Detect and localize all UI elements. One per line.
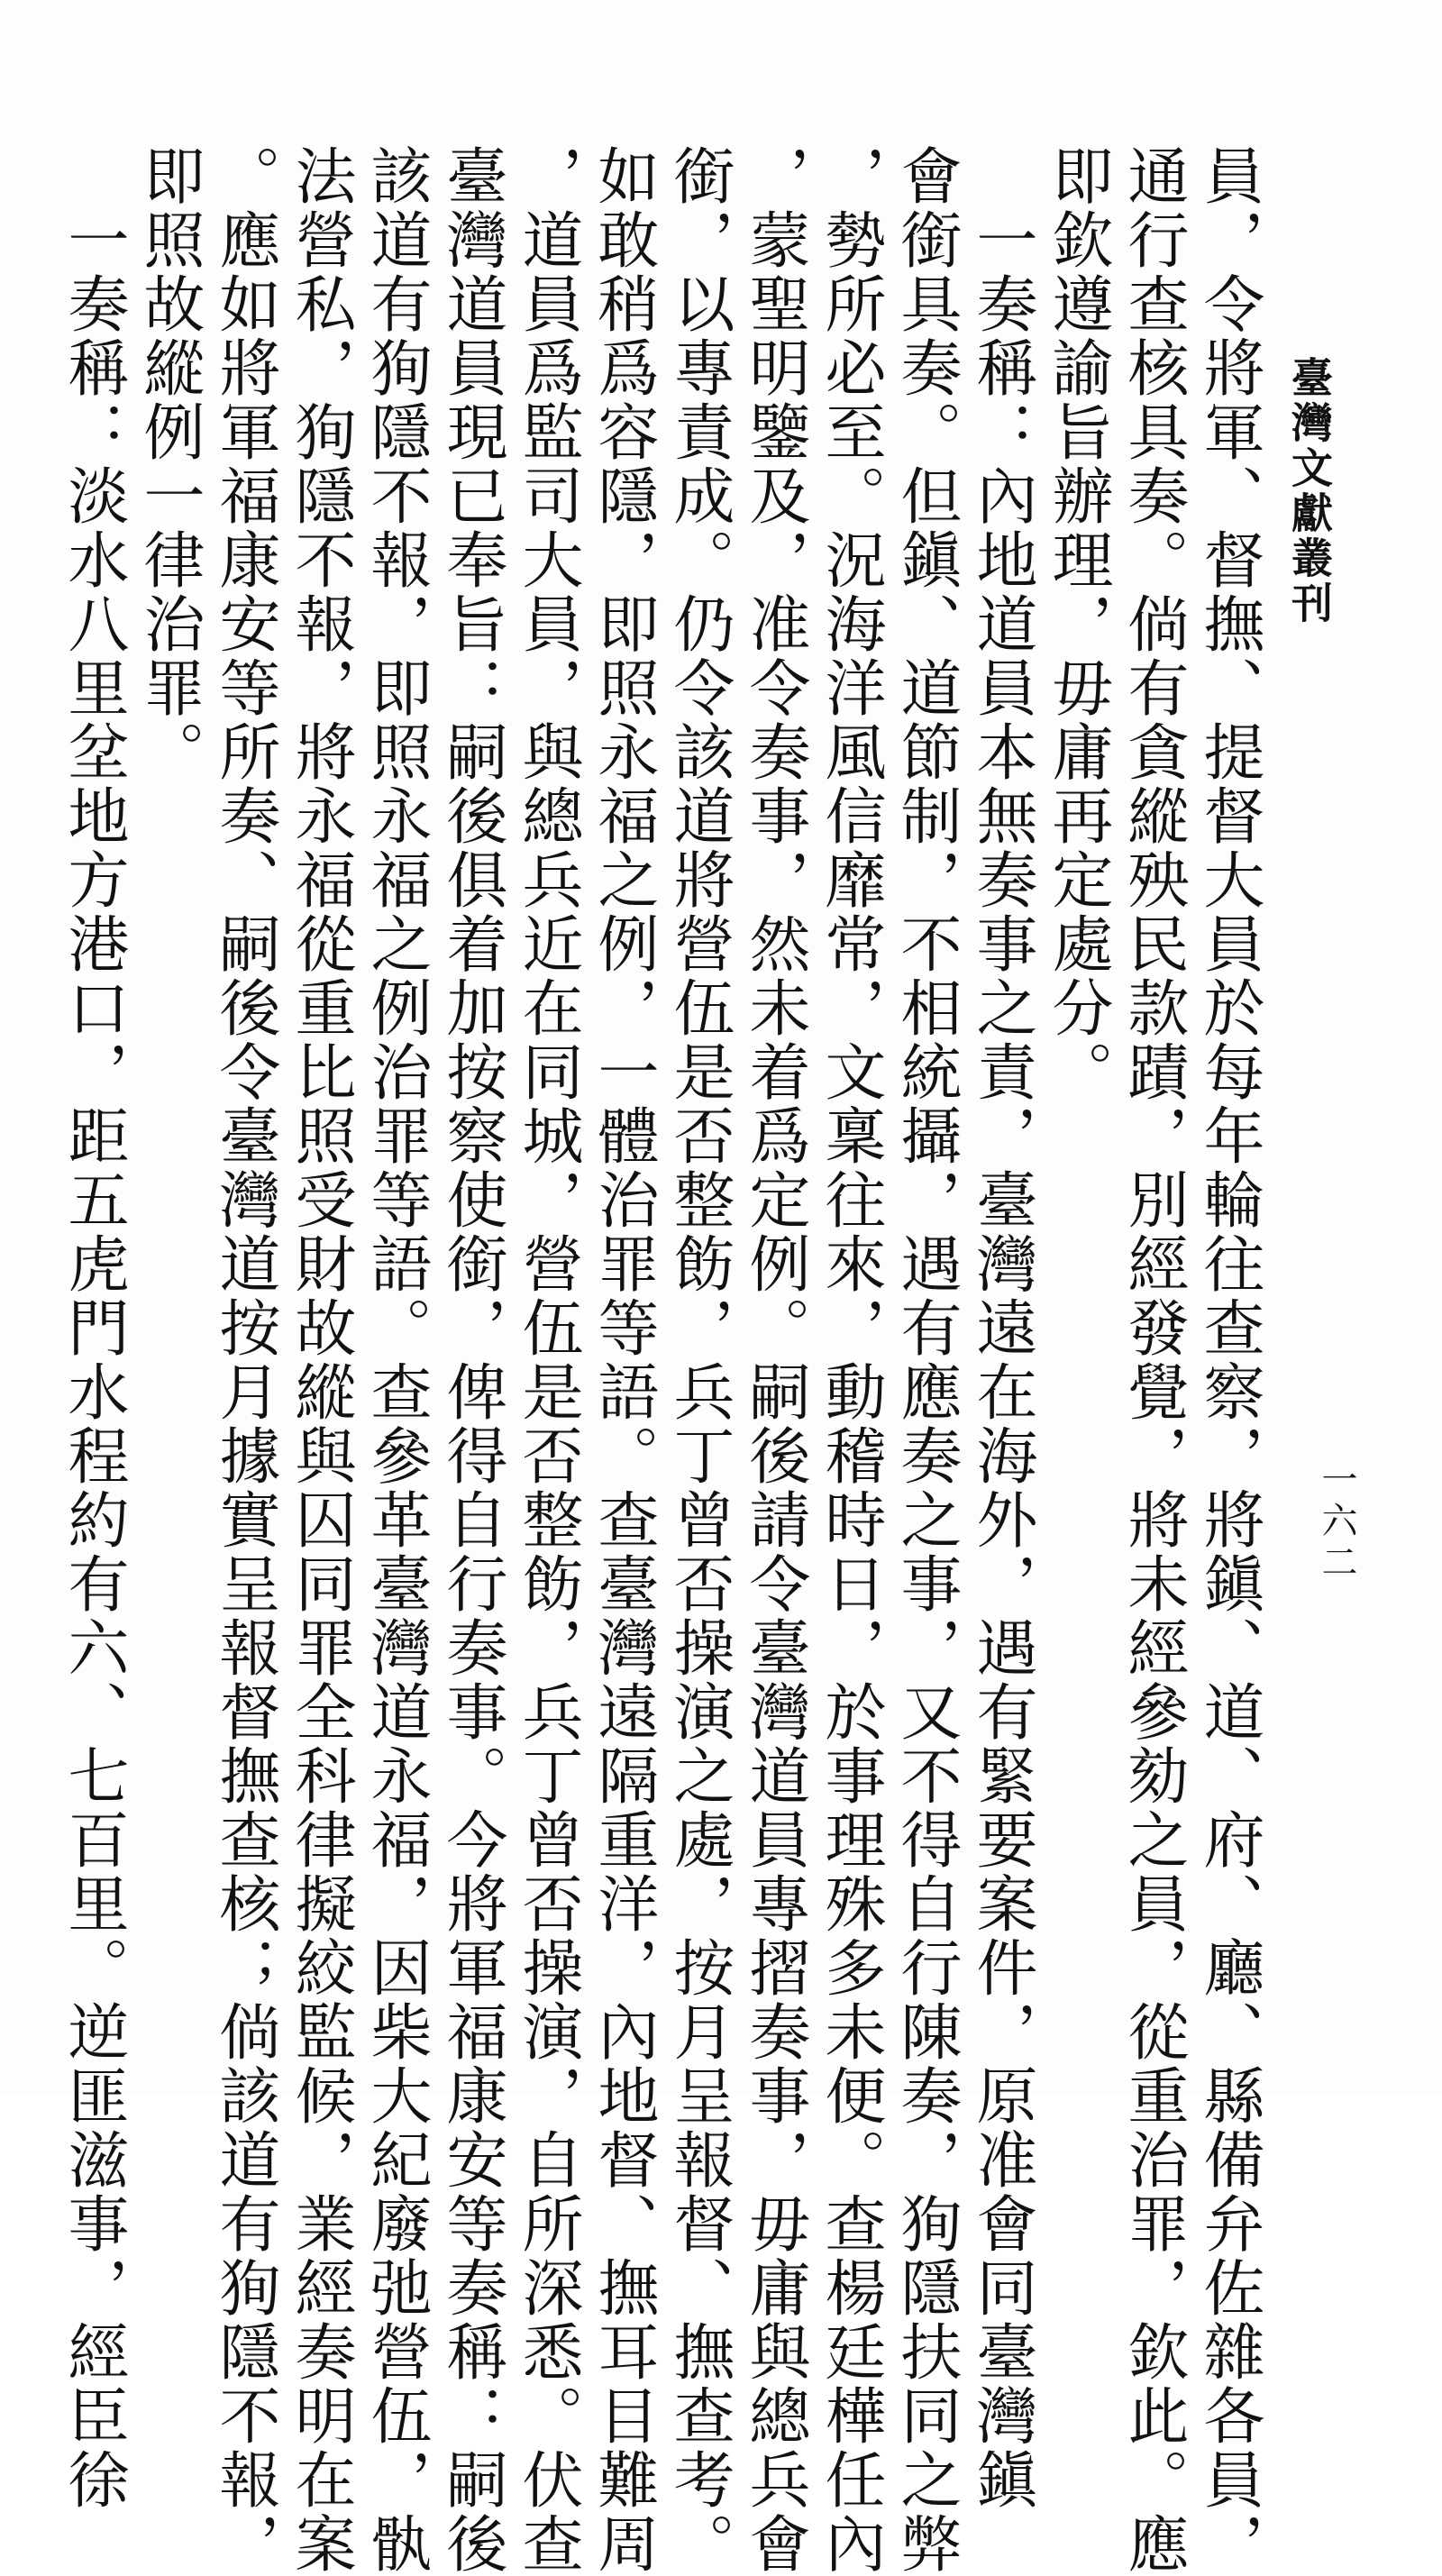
text-column: 通行查核具奏。倘有貪縱殃民款蹟，別經發覺，將未經參劾之員，從重治罪，欽此。應 xyxy=(1118,144,1189,2576)
text-column: 如敢稍爲容隱，即照永福之例，一體治罪等語。查臺灣遠隔重洋，內地督、撫耳目難周 xyxy=(588,144,659,2576)
text-column: ，勢所必至。況海洋風信靡常，文稟往來，動稽時日，於事理殊多未便。查楊廷樺任內 xyxy=(815,144,886,2576)
running-header-title: 臺灣文獻叢刊 xyxy=(1285,356,1334,626)
body-text xyxy=(55,144,1266,2576)
text-column: 一奏稱：內地道員本無奏事之責，臺灣遠在海外，遇有緊要案件，原准會同臺灣鎭 xyxy=(966,144,1037,2512)
text-column: ，道員爲監司大員，與總兵近在同城，營伍是否整飭，兵丁曾否操演，自所深悉。伏查 xyxy=(512,144,583,2576)
text-column: ，蒙聖明鑒及，准令奏事，然未着爲定例。嗣後請令臺灣道員專摺奏事，毋庸與總兵會 xyxy=(739,144,810,2576)
text-column: 法營私，狥隱不報，將永福從重比照受財故縱與囚同罪全科律擬絞監候，業經奏明在案 xyxy=(285,144,356,2576)
page-number: 一六二 xyxy=(1316,1460,1357,1585)
text-column: 一奏稱：淡水八里坌地方港口，距五虎門水程約有六、七百里。逆匪滋事，經臣徐 xyxy=(58,144,129,2512)
text-column: 即照故縱例一律治罪。 xyxy=(133,144,205,784)
text-column: 臺灣道員現已奉旨：嗣後俱着加按察使銜，俾得自行奏事。今將軍福康安等奏稱：嗣後 xyxy=(436,144,507,2576)
text-column: 會銜具奏。但鎭、道節制，不相統攝，遇有應奏之事，又不得自行陳奏，狥隱扶同之弊 xyxy=(890,144,962,2576)
text-column: 銜，以專責成。仍令該道將營伍是否整飭，兵丁曾否操演之處，按月呈報督、撫查考。 xyxy=(663,144,735,2576)
text-column: 員，令將軍、督撫、提督大員於每年輪往查察，將鎭、道、府、廳、縣備弁佐雜各員， xyxy=(1193,144,1264,2576)
text-column: 。應如將軍福康安等所奏、嗣後令臺灣道按月據實呈報督撫查核；倘該道有狥隱不報， xyxy=(209,144,280,2576)
text-column: 即欽遵諭旨辦理，毋庸再定處分。 xyxy=(1042,144,1113,1104)
text-column: 該道有狥隱不報，即照永福之例治罪等語。查參革臺灣道永福，因柴大紀廢弛營伍，骫 xyxy=(360,144,432,2576)
